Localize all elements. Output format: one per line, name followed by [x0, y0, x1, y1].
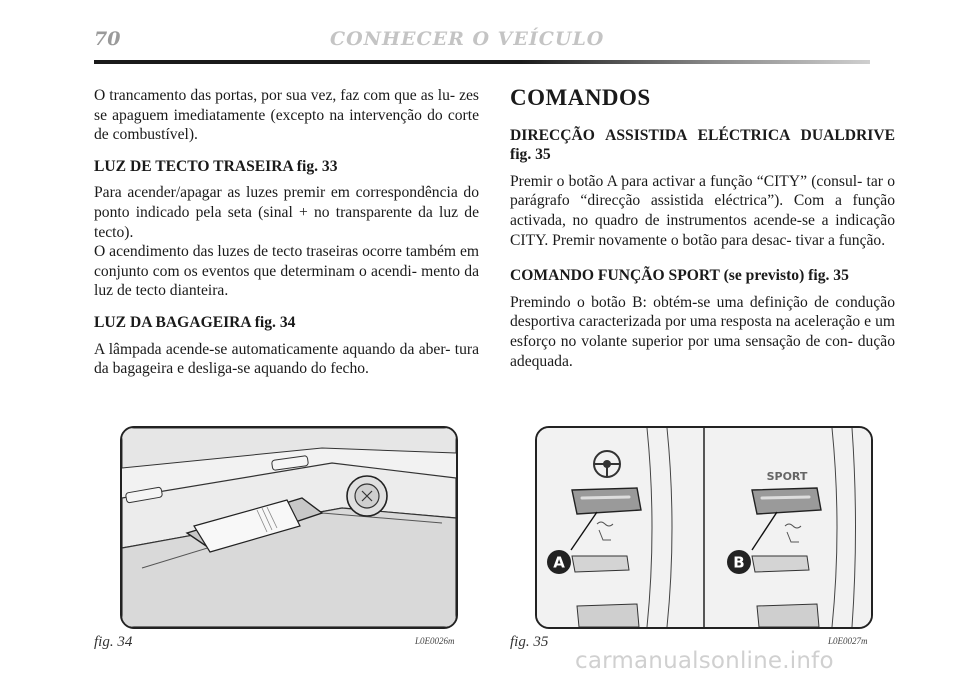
- paragraph-rear-light-1: Para acender/apagar as luzes premir em correspondência do ponto indicado pela seta (sinal + no transparente da luz de tecto).: [94, 184, 479, 241]
- paragraph-boot-light: A lâmpada acende-se automaticamente aquando da aber- tura da bagageira e desliga-se aquando do fecho.: [94, 340, 479, 378]
- section-heading-boot-light: LUZ DA BAGAGEIRA fig. 34: [94, 313, 296, 331]
- figure-35-caption: fig. 35: [510, 634, 549, 650]
- left-column: [94, 86, 479, 379]
- figure-34-caption: fig. 34: [94, 634, 133, 650]
- figure-35-dashboard-buttons: [535, 426, 873, 629]
- label-a: A: [553, 553, 565, 572]
- section-heading-dualdrive: DIRECÇÃO ASSISTIDA ELÉCTRICA DUALDRIVE fig. 35: [510, 126, 895, 164]
- section-title-comandos: COMANDOS: [510, 85, 651, 110]
- section-heading-rear-light: LUZ DE TECTO TRASEIRA fig. 33: [94, 157, 338, 175]
- paragraph-rear-light-2: O acendimento das luzes de tecto traseiras ocorre também em conjunto com os eventos que determinam o acendi- mento da luz de tecto dianteira.: [94, 243, 479, 300]
- section-heading-sport: COMANDO FUNÇÃO SPORT (se previsto) fig. 35: [510, 267, 849, 285]
- header-rule: [94, 60, 870, 64]
- figure-34-boot-light: [120, 426, 458, 629]
- right-column: [510, 86, 895, 371]
- figure-34-code: L0E0026m: [415, 636, 455, 646]
- figure-35-code: L0E0027m: [828, 636, 868, 646]
- label-b: B: [733, 553, 745, 572]
- dashboard-buttons-illustration: [537, 428, 871, 627]
- sport-label: SPORT: [766, 470, 808, 483]
- page-number: 70: [94, 28, 121, 50]
- intro-paragraph: O trancamento das portas, por sua vez, faz com que as lu- zes se apaguem imediatamente (excepto na intervenção do corte de combustível).: [94, 87, 479, 144]
- running-title: CONHECER O VEÍCULO: [330, 28, 605, 50]
- watermark: carmanualsonline.info: [575, 648, 834, 674]
- boot-light-illustration: [122, 428, 456, 627]
- paragraph-sport: Premindo o botão B: obtém-se uma definição de condução desportiva caracterizada por uma resposta na aceleração e um esforço no volante superior por uma sensação de con- dução adequada.: [510, 293, 895, 370]
- paragraph-dualdrive: Premir o botão A para activar a função “CITY” (consul- tar o parágrafo “direcção assistida eléctrica”). Com a função activada, no quadro de instrumentos acende-se a indicação CITY. Premir novamente o botão para desac- tivar a função.: [510, 172, 895, 249]
